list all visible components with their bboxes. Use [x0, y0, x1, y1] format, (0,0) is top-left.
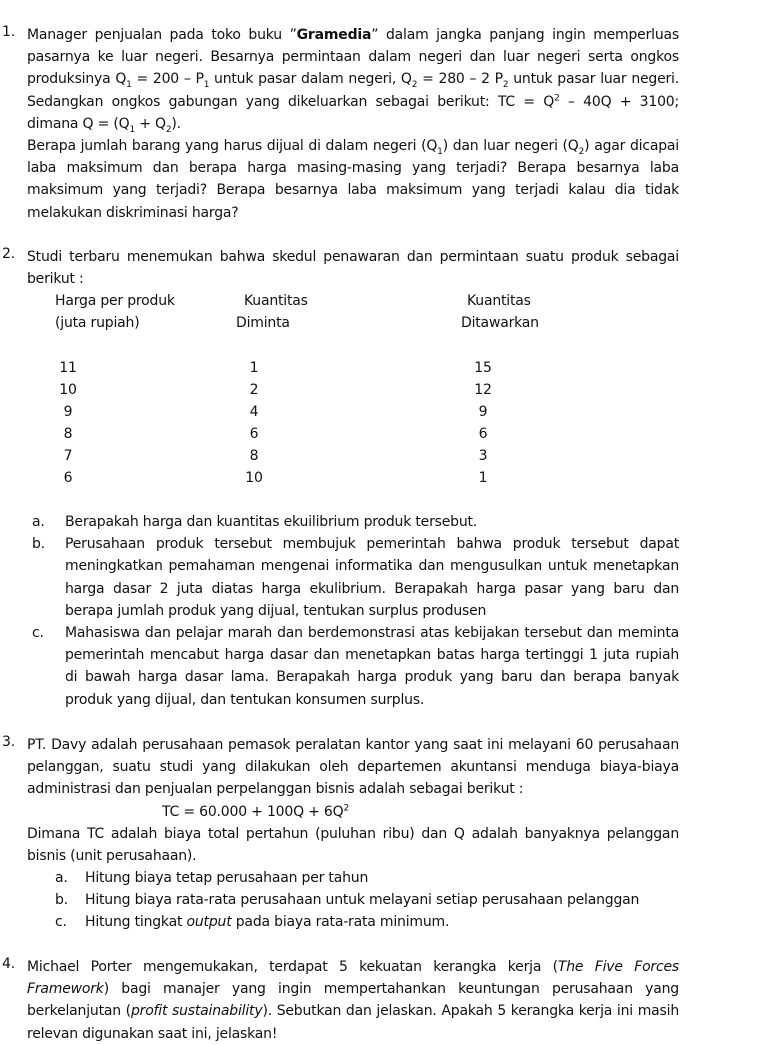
table-cell-price: 7: [63, 448, 73, 464]
list-item: c. Hitung tingkat output pada biaya rata-rata minimum.: [55, 914, 450, 931]
table-cell-demand: 10: [245, 470, 263, 486]
table-cell-supply: 6: [478, 426, 488, 442]
table-cell-price: 10: [59, 382, 77, 398]
table-cell-supply: 9: [478, 404, 488, 420]
list-item: a. Berapakah harga dan kuantitas ekuilibrium produk tersebut.: [32, 514, 478, 530]
header-price-unit: (juta rupiah): [55, 315, 140, 331]
table-cell-price: 11: [59, 360, 77, 376]
header-price: Harga per produk: [55, 293, 175, 309]
question-2-subitems: [32, 511, 679, 711]
question-1-paragraph-1: Manager penjualan pada toko buku ”Gramedia” dalam jangka panjang ingin memperluas pasarnya ke luar negeri. Besarnya permintaan dalam negeri dan luar negeri serta ongkos produksinya $Q_1 = 200 - P_1$ untuk pasar dalam negeri, $Q_2 = 280 - 2$ $P_2$ untuk pasar luar negeri. Sedangkan ongkos gabungan yang dikeluarkan sebagai berikut: TC = $Q^2 - 40Q + 3100$; dimana $Q = (Q_1 + Q_2)$.: [27, 27, 680, 135]
table-cell-demand: 1: [249, 360, 259, 376]
table-cell-supply: 12: [474, 382, 492, 398]
list-item: c. Mahasiswa dan pelajar marah dan berdemonstrasi atas kebijakan tersebut dan meminta pemerintah mencabut harga dasar dan menetapkan batas harga tertinggi 1 juta rupiah di bawah harga dasar lama. Berapakah harga produk yang baru dan berapa banyak produk yang dijual, dan tentukan konsumen surplus.: [32, 625, 679, 708]
list-item: b. Perusahaan produk tersebut membujuk pemerintah bahwa produk tersebut dapat meningkatkan pemahaman mengenai informatika dan mengusulkan untuk menetapkan harga dasar 2 juta diatas harga ekulibrium. Berapakah harga pasar yang baru dan berapa jumlah produk yang dijual, tentukan surplus produsen: [32, 536, 679, 619]
header-demand-sub: Diminta: [236, 315, 290, 331]
header-supply-sub: Ditawarkan: [461, 315, 539, 331]
table-cell-price: 6: [63, 470, 73, 486]
table-cell-demand: 4: [249, 404, 259, 420]
question-2-intro: Studi terbaru menemukan bahwa skedul penawaran dan permintaan suatu produk sebagai berikut :: [27, 249, 679, 288]
table-cell-supply: 1: [478, 470, 488, 486]
question-1-body: [27, 24, 679, 224]
table-cell-price: 8: [63, 426, 73, 442]
list-item: b. Hitung biaya rata-rata perusahaan untuk melayani setiap perusahaan pelanggan: [55, 892, 640, 909]
table-cell-demand: 2: [249, 382, 259, 398]
store-name: Gramedia: [296, 27, 372, 43]
header-demand: Kuantitas: [244, 293, 308, 309]
question-number: 1.: [2, 24, 15, 40]
header-supply: Kuantitas: [467, 293, 531, 309]
question-number: 4.: [2, 956, 15, 972]
cost-formula: TC = $60.000 + 100Q + 6Q^2$: [162, 802, 349, 820]
question-1-paragraph-2: Berapa jumlah barang yang harus dijual di dalam negeri $(Q_1)$ dan luar negeri $(Q_2)$ agar dicapai laba maksimum dan berapa harga masing-masing yang terjadi? Berapa besarnya laba maksimum yang terjadi? Berapa besarnya laba maksimum yang terjadi kalau dia tidak melakukan diskriminasi harga?: [27, 138, 679, 221]
table-cell-demand: 6: [249, 426, 259, 442]
question-number: 3.: [2, 734, 15, 750]
table-cell-supply: 15: [474, 360, 492, 376]
question-4-body: Michael Porter mengemukakan, terdapat 5 kekuatan kerangka kerja (The Five Forces Framework) bagi manajer yang ingin mempertahankan keuntungan perusahaan yang berkelanjutan (profit sustainability). Sebutkan dan jelaskan. Apakah 5 kerangka kerja ini masih relevan digunakan saat ini, jelaskan!: [27, 959, 680, 1042]
table-cell-demand: 8: [249, 448, 259, 464]
table-cell-supply: 3: [478, 448, 488, 464]
table-cell-price: 9: [63, 404, 73, 420]
question-3-subitems: [55, 867, 679, 934]
list-item: a. Hitung biaya tetap perusahaan per tahun: [55, 870, 369, 886]
question-3-body: PT. Davy adalah perusahaan pemasok peralatan kantor yang saat ini melayani 60 perusahaan pelanggan, suatu studi yang dilakukan oleh departemen akuntansi menduga biaya-biaya administrasi dan penjualan perpelanggan bisnis adalah sebagai berikut : TC = $60.000 + 100Q + 6Q^2$ Dimana TC adalah biaya total pertahun (puluhan ribu) dan Q adalah banyaknya pelanggan bisnis (unit perusahaan).: [27, 737, 679, 865]
question-number: 2.: [2, 246, 15, 262]
